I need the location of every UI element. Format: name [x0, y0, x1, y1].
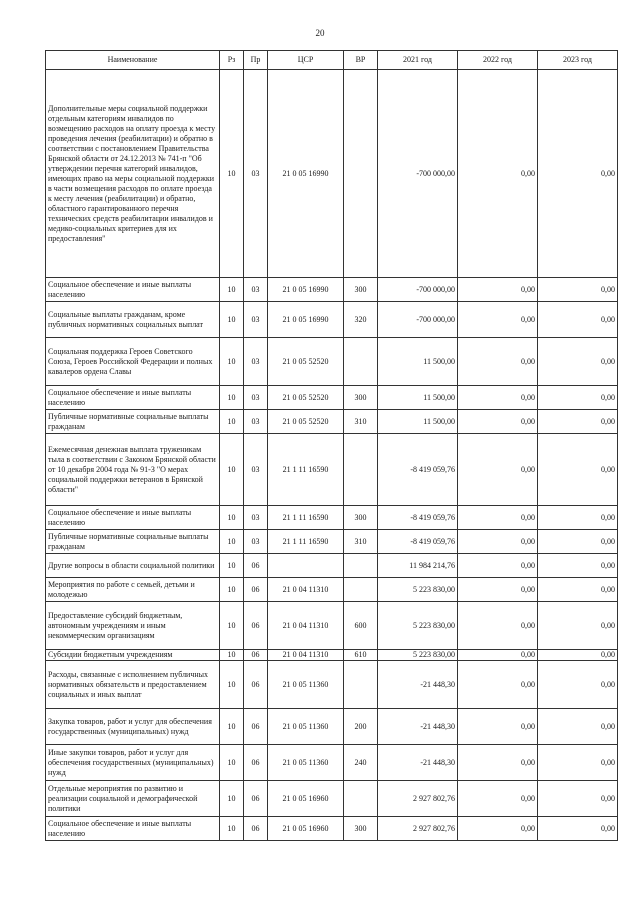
cell-csr: 21 1 11 16590: [268, 434, 344, 506]
cell-name: Другие вопросы в области социальной политики: [46, 554, 220, 578]
page-number: 20: [315, 28, 325, 38]
cell-vr: [344, 578, 378, 602]
cell-rz: 10: [220, 709, 244, 745]
cell-csr: 21 0 05 11360: [268, 709, 344, 745]
cell-name: Расходы, связанные с исполнением публичных нормативных обязательств и предоставлением социальных и иных выплат: [46, 661, 220, 709]
cell-y2023: 0,00: [538, 817, 618, 841]
cell-csr: 21 0 04 11310: [268, 650, 344, 661]
cell-vr: [344, 434, 378, 506]
cell-pr: 03: [244, 70, 268, 278]
cell-vr: 610: [344, 650, 378, 661]
cell-pr: 03: [244, 434, 268, 506]
table-row: [46, 302, 618, 338]
cell-y2022: 0,00: [458, 70, 538, 278]
cell-pr: 06: [244, 578, 268, 602]
cell-y2023: 0,00: [538, 70, 618, 278]
cell-rz: 10: [220, 338, 244, 386]
cell-y2023: 0,00: [538, 278, 618, 302]
table-row: [46, 661, 618, 709]
cell-y2021: 11 500,00: [378, 386, 458, 410]
cell-y2021: -700 000,00: [378, 278, 458, 302]
cell-y2021: -21 448,30: [378, 745, 458, 781]
cell-y2023: 0,00: [538, 781, 618, 817]
cell-y2022: 0,00: [458, 434, 538, 506]
cell-csr: [268, 554, 344, 578]
cell-vr: 300: [344, 278, 378, 302]
cell-rz: 10: [220, 650, 244, 661]
cell-y2023: 0,00: [538, 745, 618, 781]
budget-table: [45, 50, 618, 841]
cell-csr: 21 0 05 16990: [268, 70, 344, 278]
cell-vr: 240: [344, 745, 378, 781]
table-row: [46, 410, 618, 434]
cell-rz: 10: [220, 661, 244, 709]
cell-y2021: -8 419 059,76: [378, 506, 458, 530]
cell-y2022: 0,00: [458, 386, 538, 410]
cell-csr: 21 1 11 16590: [268, 506, 344, 530]
cell-y2022: 0,00: [458, 302, 538, 338]
cell-vr: 200: [344, 709, 378, 745]
cell-name: Закупка товаров, работ и услуг для обеспечения государственных (муниципальных) нужд: [46, 709, 220, 745]
cell-y2023: 0,00: [538, 530, 618, 554]
cell-name: Ежемесячная денежная выплата труженикам тыла в соответствии с Законом Брянской области от 10 декабря 2004 года № 91-З "О мерах социальной поддержки ветеранов в Брянской области": [46, 434, 220, 506]
cell-y2022: 0,00: [458, 506, 538, 530]
cell-pr: 06: [244, 781, 268, 817]
cell-y2021: 2 927 802,76: [378, 781, 458, 817]
cell-y2022: 0,00: [458, 650, 538, 661]
cell-pr: 06: [244, 709, 268, 745]
cell-vr: 310: [344, 410, 378, 434]
cell-name: Социальная поддержка Героев Советского Союза, Героев Российской Федерации и полных кавалеров ордена Славы: [46, 338, 220, 386]
cell-rz: 10: [220, 434, 244, 506]
cell-y2023: 0,00: [538, 709, 618, 745]
table-row: [46, 506, 618, 530]
cell-y2022: 0,00: [458, 278, 538, 302]
cell-vr: [344, 661, 378, 709]
cell-rz: 10: [220, 602, 244, 650]
cell-vr: 300: [344, 506, 378, 530]
cell-name: Социальное обеспечение и иные выплаты населению: [46, 278, 220, 302]
cell-rz: 10: [220, 70, 244, 278]
table-row: [46, 278, 618, 302]
cell-name: Отдельные мероприятия по развитию и реализации социальной и демографической политики: [46, 781, 220, 817]
cell-y2021: -700 000,00: [378, 70, 458, 278]
cell-rz: 10: [220, 781, 244, 817]
cell-y2021: -8 419 059,76: [378, 530, 458, 554]
cell-y2021: -700 000,00: [378, 302, 458, 338]
table-row: [46, 530, 618, 554]
table-row: [46, 554, 618, 578]
header-name: Наименование: [46, 51, 220, 70]
cell-pr: 03: [244, 338, 268, 386]
table-row: [46, 745, 618, 781]
cell-y2023: 0,00: [538, 506, 618, 530]
cell-csr: 21 1 11 16590: [268, 530, 344, 554]
cell-name: Социальное обеспечение и иные выплаты населению: [46, 506, 220, 530]
cell-vr: 310: [344, 530, 378, 554]
cell-csr: 21 0 05 11360: [268, 661, 344, 709]
cell-csr: 21 0 05 16960: [268, 781, 344, 817]
cell-y2022: 0,00: [458, 410, 538, 434]
cell-vr: 320: [344, 302, 378, 338]
cell-pr: 03: [244, 410, 268, 434]
cell-rz: 10: [220, 530, 244, 554]
cell-y2023: 0,00: [538, 338, 618, 386]
cell-name: Социальные выплаты гражданам, кроме публичных нормативных социальных выплат: [46, 302, 220, 338]
table-row: [46, 709, 618, 745]
cell-csr: 21 0 05 16990: [268, 302, 344, 338]
cell-pr: 03: [244, 530, 268, 554]
cell-name: Дополнительные меры социальной поддержки отдельным категориям инвалидов по возмещению расходов на оплату проезда к месту проведения лечения (реабилитации) и обратно в соответствии с постановлением Правительства Брянской области от 24.12.2013 № 741-п "Об утверждении перечня категорий инвалидов, имеющих право на меры социальной поддержки в части возмещения расходов по оплате проезда к месту лечения (реабилитации) и обратно, областного гарантированного перечня технических средств реабилитации инвалидов и медико-социальных критериев для их предоставления": [46, 70, 220, 278]
header-2023: 2023 год: [538, 51, 618, 70]
cell-y2021: -21 448,30: [378, 661, 458, 709]
cell-y2021: 5 223 830,00: [378, 602, 458, 650]
table-body: [46, 70, 618, 841]
table-row: [46, 817, 618, 841]
cell-y2022: 0,00: [458, 554, 538, 578]
cell-pr: 06: [244, 661, 268, 709]
cell-rz: 10: [220, 817, 244, 841]
cell-name: Публичные нормативные социальные выплаты гражданам: [46, 530, 220, 554]
cell-rz: 10: [220, 302, 244, 338]
cell-csr: 21 0 05 16960: [268, 817, 344, 841]
cell-rz: 10: [220, 506, 244, 530]
cell-y2023: 0,00: [538, 602, 618, 650]
cell-y2021: 11 500,00: [378, 338, 458, 386]
table-row: [46, 434, 618, 506]
cell-y2023: 0,00: [538, 410, 618, 434]
header-vr: ВР: [344, 51, 378, 70]
cell-rz: 10: [220, 410, 244, 434]
cell-rz: 10: [220, 578, 244, 602]
cell-y2021: -21 448,30: [378, 709, 458, 745]
cell-y2023: 0,00: [538, 578, 618, 602]
header-2021: 2021 год: [378, 51, 458, 70]
cell-y2021: -8 419 059,76: [378, 434, 458, 506]
cell-y2022: 0,00: [458, 745, 538, 781]
cell-vr: [344, 781, 378, 817]
cell-csr: 21 0 05 52520: [268, 410, 344, 434]
cell-y2023: 0,00: [538, 554, 618, 578]
cell-rz: 10: [220, 278, 244, 302]
cell-y2023: 0,00: [538, 302, 618, 338]
cell-csr: 21 0 04 11310: [268, 578, 344, 602]
cell-vr: [344, 70, 378, 278]
cell-csr: 21 0 05 52520: [268, 338, 344, 386]
cell-y2023: 0,00: [538, 650, 618, 661]
cell-name: Публичные нормативные социальные выплаты гражданам: [46, 410, 220, 434]
table-row: [46, 781, 618, 817]
header-rz: Рз: [220, 51, 244, 70]
cell-pr: 06: [244, 817, 268, 841]
cell-pr: 03: [244, 302, 268, 338]
cell-y2022: 0,00: [458, 530, 538, 554]
cell-csr: 21 0 05 11360: [268, 745, 344, 781]
cell-pr: 03: [244, 386, 268, 410]
cell-y2021: 2 927 802,76: [378, 817, 458, 841]
cell-y2022: 0,00: [458, 661, 538, 709]
cell-y2022: 0,00: [458, 602, 538, 650]
cell-y2021: 11 984 214,76: [378, 554, 458, 578]
cell-y2021: 5 223 830,00: [378, 650, 458, 661]
table-row: [46, 650, 618, 661]
table-row: [46, 70, 618, 278]
cell-y2021: 11 500,00: [378, 410, 458, 434]
table-row: [46, 386, 618, 410]
table-row: [46, 602, 618, 650]
table-row: [46, 338, 618, 386]
header-2022: 2022 год: [458, 51, 538, 70]
cell-y2022: 0,00: [458, 781, 538, 817]
cell-rz: 10: [220, 745, 244, 781]
cell-pr: 06: [244, 554, 268, 578]
cell-name: Предоставление субсидий бюджетным, автономным учреждениям и иным некоммерческим организациям: [46, 602, 220, 650]
cell-name: Иные закупки товаров, работ и услуг для обеспечения государственных (муниципальных) нужд: [46, 745, 220, 781]
cell-y2023: 0,00: [538, 661, 618, 709]
cell-y2022: 0,00: [458, 709, 538, 745]
header-pr: Пр: [244, 51, 268, 70]
table-row: [46, 578, 618, 602]
cell-vr: [344, 554, 378, 578]
cell-y2021: 5 223 830,00: [378, 578, 458, 602]
cell-csr: 21 0 05 52520: [268, 386, 344, 410]
table-header-row: [46, 51, 618, 70]
cell-csr: 21 0 04 11310: [268, 602, 344, 650]
cell-rz: 10: [220, 386, 244, 410]
header-csr: ЦСР: [268, 51, 344, 70]
cell-y2023: 0,00: [538, 434, 618, 506]
cell-name: Субсидии бюджетным учреждениям: [46, 650, 220, 661]
cell-csr: 21 0 05 16990: [268, 278, 344, 302]
cell-name: Мероприятия по работе с семьей, детьми и молодежью: [46, 578, 220, 602]
cell-y2022: 0,00: [458, 338, 538, 386]
cell-y2022: 0,00: [458, 817, 538, 841]
cell-rz: 10: [220, 554, 244, 578]
cell-pr: 03: [244, 506, 268, 530]
cell-name: Социальное обеспечение и иные выплаты населению: [46, 817, 220, 841]
cell-pr: 06: [244, 650, 268, 661]
cell-vr: [344, 338, 378, 386]
cell-vr: 300: [344, 817, 378, 841]
cell-y2023: 0,00: [538, 386, 618, 410]
cell-name: Социальное обеспечение и иные выплаты населению: [46, 386, 220, 410]
cell-vr: 600: [344, 602, 378, 650]
cell-y2022: 0,00: [458, 578, 538, 602]
cell-pr: 06: [244, 602, 268, 650]
cell-pr: 03: [244, 278, 268, 302]
cell-pr: 06: [244, 745, 268, 781]
cell-vr: 300: [344, 386, 378, 410]
